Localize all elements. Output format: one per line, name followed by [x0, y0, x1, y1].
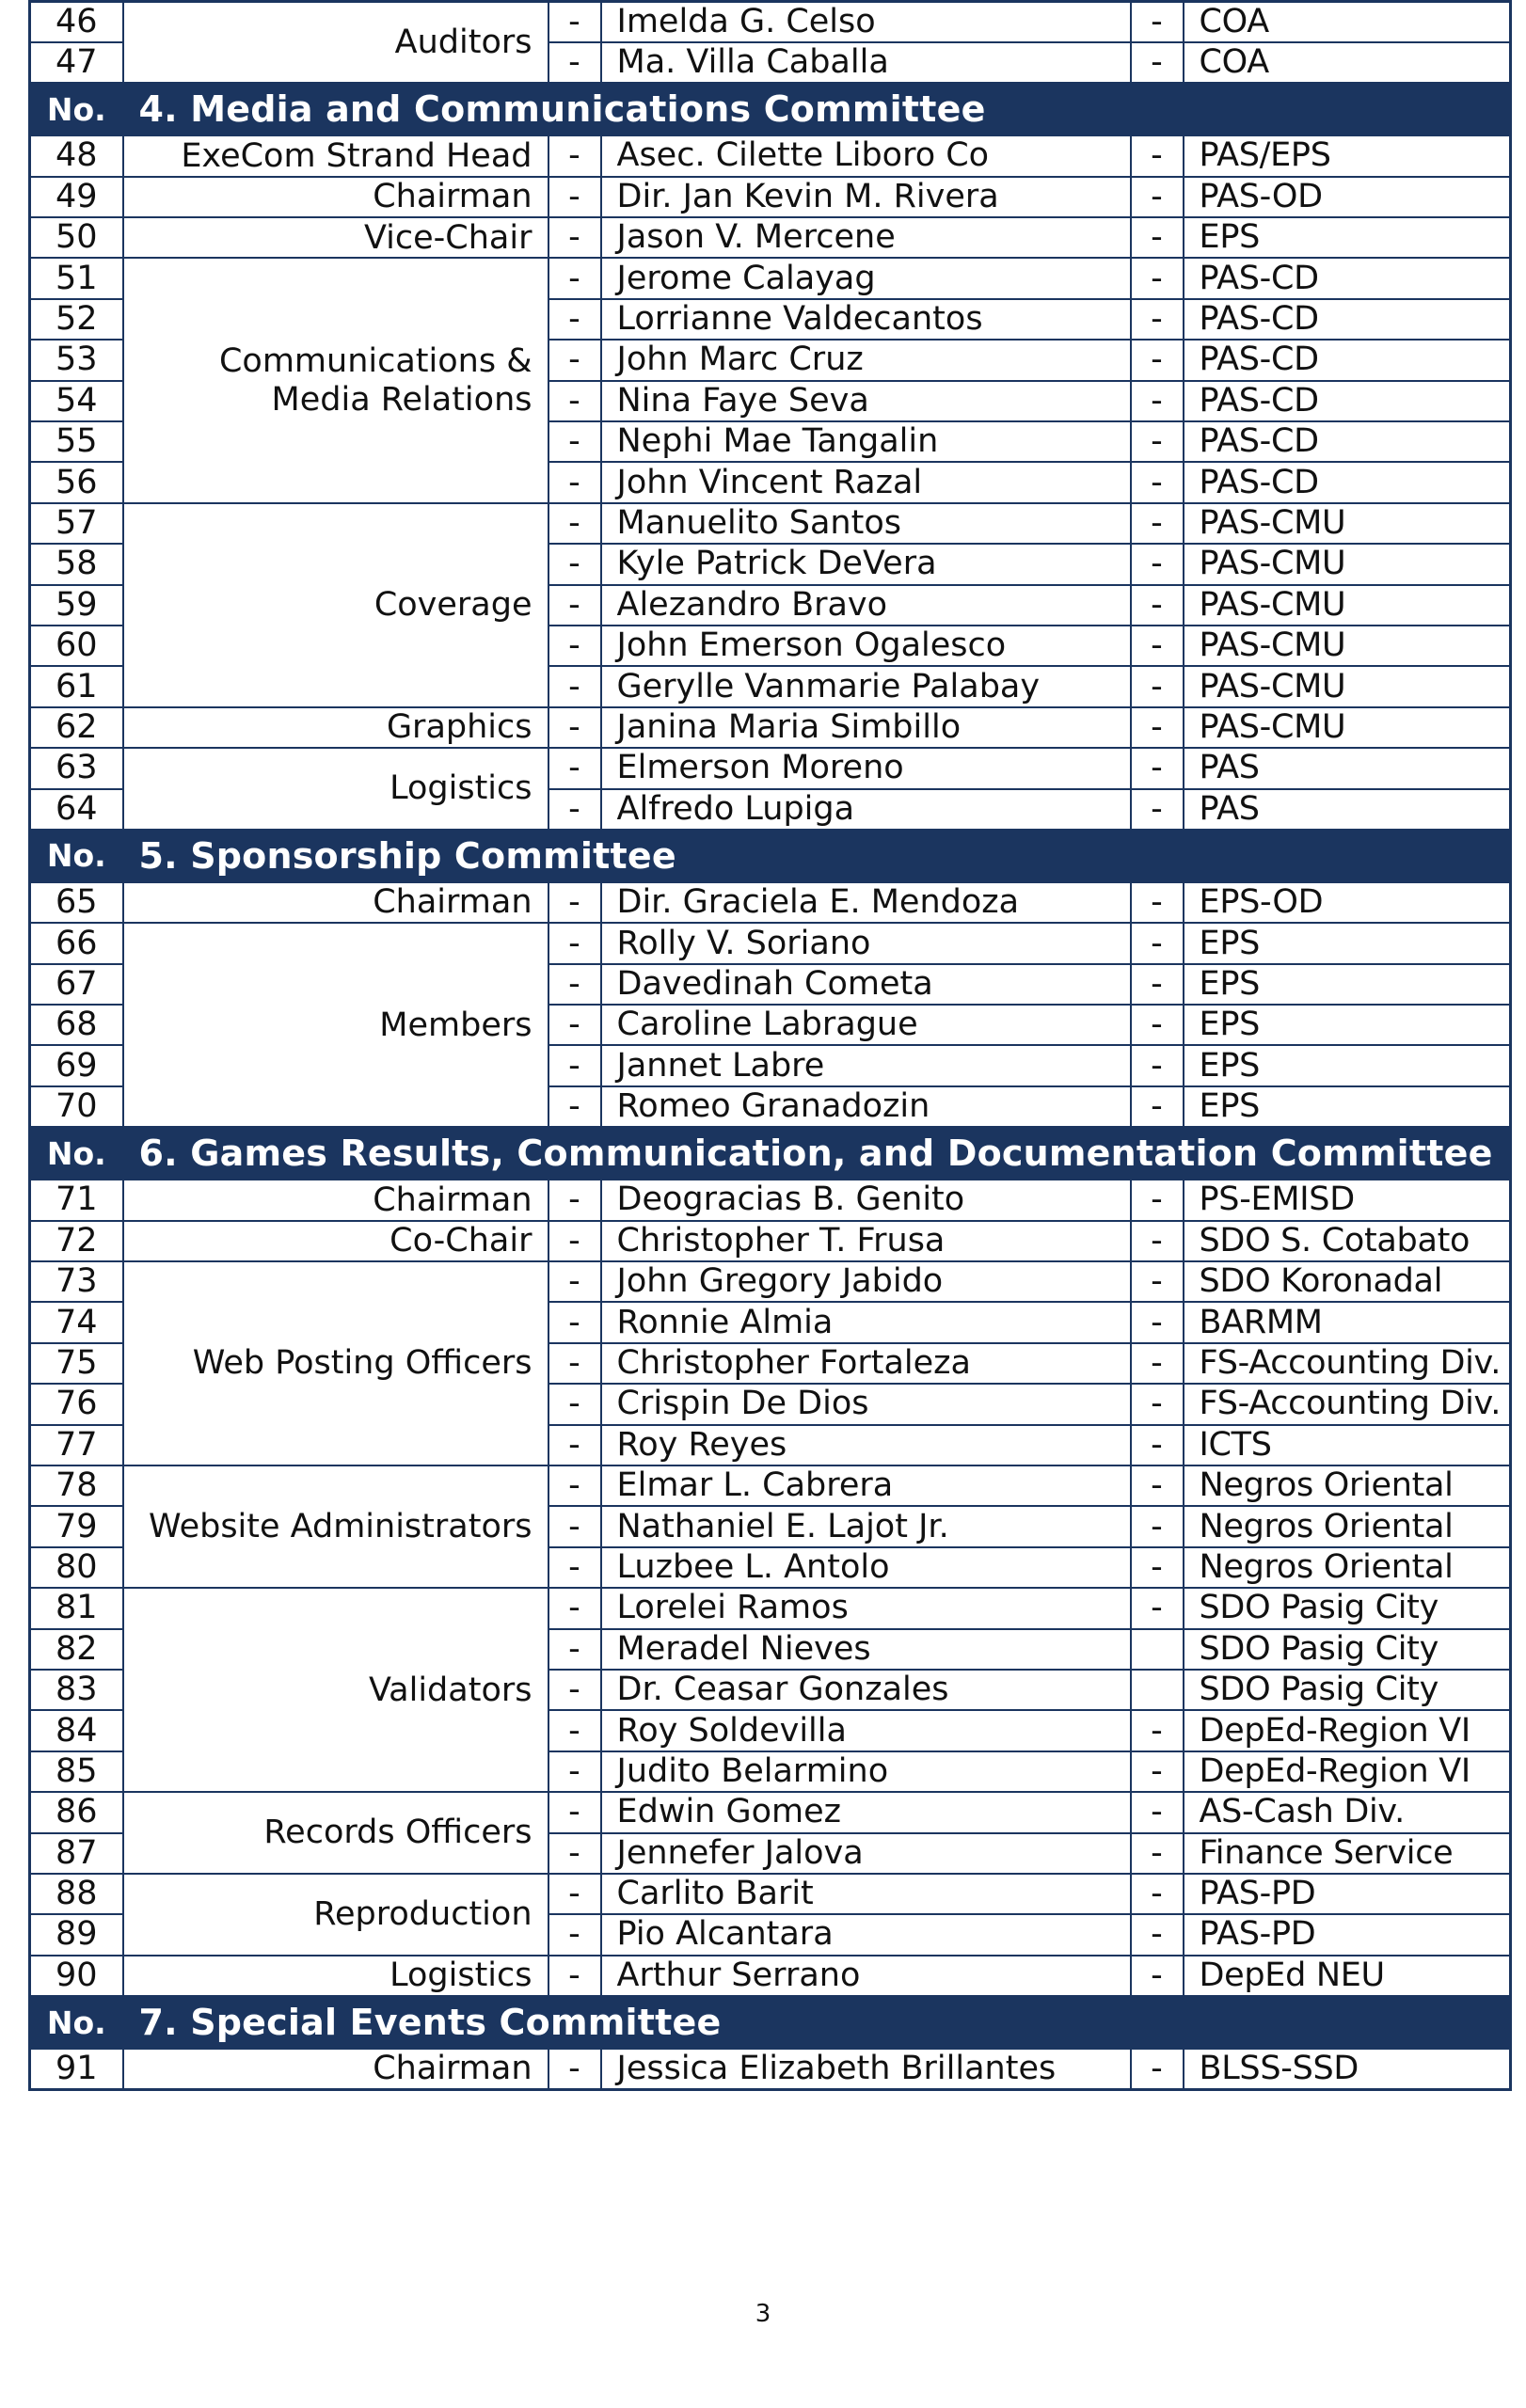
office-dash: - — [1131, 2049, 1184, 2089]
table-row — [30, 1956, 1511, 1996]
member-name: Lorrianne Valdecantos — [601, 299, 1131, 340]
member-name: Jerome Calayag — [601, 258, 1131, 298]
office-dash: - — [1131, 1261, 1184, 1302]
office-dash: - — [1131, 1086, 1184, 1127]
name-dash: - — [548, 503, 601, 544]
member-office: PAS-PD — [1184, 1874, 1511, 1914]
member-name: Kyle Patrick DeVera — [601, 544, 1131, 584]
member-name: Ronnie Almia — [601, 1302, 1131, 1342]
table-row — [30, 1874, 1511, 1914]
member-name: Meradel Nieves — [601, 1629, 1131, 1670]
member-name: John Marc Cruz — [601, 340, 1131, 380]
member-name: Nephi Mae Tangalin — [601, 421, 1131, 462]
member-office: COA — [1184, 42, 1511, 83]
member-name: Rolly V. Soriano — [601, 923, 1131, 963]
section-title: 7. Special Events Committee — [123, 1996, 1511, 2049]
member-name: Ma. Villa Caballa — [601, 42, 1131, 83]
table-row — [30, 923, 1511, 963]
row-number: 62 — [30, 707, 123, 748]
member-office: FS-Accounting Div. — [1184, 1343, 1511, 1384]
name-dash: - — [548, 177, 601, 217]
member-office: EPS — [1184, 923, 1511, 963]
member-name: John Emerson Ogalesco — [601, 626, 1131, 666]
member-office: PAS-CD — [1184, 381, 1511, 421]
member-office: FS-Accounting Div. — [1184, 1384, 1511, 1424]
member-office: PAS-CMU — [1184, 626, 1511, 666]
member-office: EPS — [1184, 1005, 1511, 1045]
name-dash: - — [548, 135, 601, 176]
table-row — [30, 217, 1511, 258]
table-row — [30, 1180, 1511, 1220]
office-dash: - — [1131, 2, 1184, 42]
section-no-label: No. — [30, 83, 123, 135]
member-office: PAS-CD — [1184, 421, 1511, 462]
name-dash: - — [548, 1261, 601, 1302]
row-number: 55 — [30, 421, 123, 462]
role-cell: Validators — [123, 1588, 548, 1792]
name-dash: - — [548, 1956, 601, 1996]
name-dash: - — [548, 1833, 601, 1874]
name-dash: - — [548, 1629, 601, 1670]
office-dash: - — [1131, 177, 1184, 217]
member-office: PAS-CMU — [1184, 585, 1511, 626]
row-number: 69 — [30, 1045, 123, 1085]
member-office: PAS-CD — [1184, 340, 1511, 380]
row-number: 64 — [30, 789, 123, 830]
role-cell: Co-Chair — [123, 1221, 548, 1261]
row-number: 60 — [30, 626, 123, 666]
office-dash: - — [1131, 666, 1184, 706]
row-number: 73 — [30, 1261, 123, 1302]
name-dash: - — [548, 1547, 601, 1588]
table-row — [30, 258, 1511, 298]
member-office: Negros Oriental — [1184, 1547, 1511, 1588]
office-dash — [1131, 1670, 1184, 1710]
name-dash: - — [548, 381, 601, 421]
member-office: EPS-OD — [1184, 882, 1511, 923]
row-number: 87 — [30, 1833, 123, 1874]
row-number: 89 — [30, 1914, 123, 1955]
office-dash: - — [1131, 462, 1184, 502]
table-row — [30, 748, 1511, 788]
office-dash — [1131, 1629, 1184, 1670]
role-cell: Communications & Media Relations — [123, 258, 548, 502]
name-dash: - — [548, 462, 601, 502]
member-name: John Vincent Razal — [601, 462, 1131, 502]
member-name: Caroline Labrague — [601, 1005, 1131, 1045]
office-dash: - — [1131, 1384, 1184, 1424]
member-office: PAS — [1184, 748, 1511, 788]
section-header — [30, 1127, 1511, 1180]
office-dash: - — [1131, 1914, 1184, 1955]
table-row — [30, 1588, 1511, 1628]
row-number: 51 — [30, 258, 123, 298]
member-office: DepEd NEU — [1184, 1956, 1511, 1996]
name-dash: - — [548, 882, 601, 923]
office-dash: - — [1131, 381, 1184, 421]
name-dash: - — [548, 1045, 601, 1085]
member-office: EPS — [1184, 1045, 1511, 1085]
name-dash: - — [548, 964, 601, 1005]
name-dash: - — [548, 666, 601, 706]
role-cell: Chairman — [123, 177, 548, 217]
member-office: SDO Pasig City — [1184, 1670, 1511, 1710]
member-name: Alfredo Lupiga — [601, 789, 1131, 830]
name-dash: - — [548, 1086, 601, 1127]
role-cell: Chairman — [123, 1180, 548, 1220]
row-number: 54 — [30, 381, 123, 421]
section-title: 5. Sponsorship Committee — [123, 830, 1511, 882]
row-number: 58 — [30, 544, 123, 584]
row-number: 91 — [30, 2049, 123, 2089]
member-office: DepEd-Region VI — [1184, 1751, 1511, 1792]
member-name: Luzbee L. Antolo — [601, 1547, 1131, 1588]
office-dash: - — [1131, 626, 1184, 666]
office-dash: - — [1131, 1005, 1184, 1045]
row-number: 49 — [30, 177, 123, 217]
office-dash: - — [1131, 135, 1184, 176]
name-dash: - — [548, 217, 601, 258]
row-number: 52 — [30, 299, 123, 340]
section-no-label: No. — [30, 1127, 123, 1180]
office-dash: - — [1131, 258, 1184, 298]
office-dash: - — [1131, 421, 1184, 462]
section-header — [30, 1996, 1511, 2049]
member-name: Carlito Barit — [601, 1874, 1131, 1914]
member-office: EPS — [1184, 964, 1511, 1005]
name-dash: - — [548, 1506, 601, 1546]
table-row — [30, 1465, 1511, 1506]
member-office: AS-Cash Div. — [1184, 1792, 1511, 1832]
row-number: 81 — [30, 1588, 123, 1628]
office-dash: - — [1131, 340, 1184, 380]
role-cell: ExeCom Strand Head — [123, 135, 548, 176]
member-office: SDO Koronadal — [1184, 1261, 1511, 1302]
page-number: 3 — [755, 2300, 771, 2328]
member-office: Negros Oriental — [1184, 1506, 1511, 1546]
member-office: PAS-CMU — [1184, 544, 1511, 584]
office-dash: - — [1131, 1302, 1184, 1342]
office-dash: - — [1131, 707, 1184, 748]
name-dash: - — [548, 707, 601, 748]
member-office: BARMM — [1184, 1302, 1511, 1342]
row-number: 80 — [30, 1547, 123, 1588]
row-number: 79 — [30, 1506, 123, 1546]
member-name: Jennefer Jalova — [601, 1833, 1131, 1874]
name-dash: - — [548, 1005, 601, 1045]
row-number: 47 — [30, 42, 123, 83]
row-number: 71 — [30, 1180, 123, 1220]
name-dash: - — [548, 299, 601, 340]
role-cell: Logistics — [123, 1956, 548, 1996]
office-dash: - — [1131, 42, 1184, 83]
row-number: 59 — [30, 585, 123, 626]
table-row — [30, 2049, 1511, 2089]
role-cell: Reproduction — [123, 1874, 548, 1956]
name-dash: - — [548, 42, 601, 83]
office-dash: - — [1131, 217, 1184, 258]
table-row — [30, 707, 1511, 748]
office-dash: - — [1131, 1506, 1184, 1546]
row-number: 68 — [30, 1005, 123, 1045]
member-name: Janina Maria Simbillo — [601, 707, 1131, 748]
role-cell: Auditors — [123, 2, 548, 84]
member-name: Dir. Jan Kevin M. Rivera — [601, 177, 1131, 217]
table-row — [30, 1792, 1511, 1832]
row-number: 65 — [30, 882, 123, 923]
office-dash: - — [1131, 923, 1184, 963]
row-number: 50 — [30, 217, 123, 258]
member-name: Dir. Graciela E. Mendoza — [601, 882, 1131, 923]
member-name: Elmerson Moreno — [601, 748, 1131, 788]
role-cell: Graphics — [123, 707, 548, 748]
office-dash: - — [1131, 882, 1184, 923]
row-number: 56 — [30, 462, 123, 502]
member-office: COA — [1184, 2, 1511, 42]
office-dash: - — [1131, 1792, 1184, 1832]
member-name: Lorelei Ramos — [601, 1588, 1131, 1628]
name-dash: - — [548, 1180, 601, 1220]
name-dash: - — [548, 1751, 601, 1792]
table-row — [30, 882, 1511, 923]
member-office: PAS-PD — [1184, 1914, 1511, 1955]
office-dash: - — [1131, 748, 1184, 788]
row-number: 63 — [30, 748, 123, 788]
row-number: 46 — [30, 2, 123, 42]
name-dash: - — [548, 1710, 601, 1751]
office-dash: - — [1131, 1710, 1184, 1751]
member-office: PAS-OD — [1184, 177, 1511, 217]
member-office: PAS-CMU — [1184, 503, 1511, 544]
member-name: Gerylle Vanmarie Palabay — [601, 666, 1131, 706]
committee-table-body — [30, 2, 1511, 2090]
section-header — [30, 83, 1511, 135]
name-dash: - — [548, 421, 601, 462]
name-dash: - — [548, 1588, 601, 1628]
name-dash: - — [548, 923, 601, 963]
member-office: Finance Service — [1184, 1833, 1511, 1874]
office-dash: - — [1131, 789, 1184, 830]
row-number: 78 — [30, 1465, 123, 1506]
name-dash: - — [548, 1792, 601, 1832]
member-name: Davedinah Cometa — [601, 964, 1131, 1005]
name-dash: - — [548, 340, 601, 380]
name-dash: - — [548, 1465, 601, 1506]
table-row — [30, 2, 1511, 42]
table-row — [30, 135, 1511, 176]
member-name: Nina Faye Seva — [601, 381, 1131, 421]
role-cell: Logistics — [123, 748, 548, 830]
role-cell: Website Administrators — [123, 1465, 548, 1588]
member-office: PAS/EPS — [1184, 135, 1511, 176]
office-dash: - — [1131, 1045, 1184, 1085]
section-header — [30, 830, 1511, 882]
row-number: 61 — [30, 666, 123, 706]
row-number: 83 — [30, 1670, 123, 1710]
member-office: DepEd-Region VI — [1184, 1710, 1511, 1751]
name-dash: - — [548, 1425, 601, 1465]
row-number: 66 — [30, 923, 123, 963]
member-name: Judito Belarmino — [601, 1751, 1131, 1792]
member-office: PAS — [1184, 789, 1511, 830]
office-dash: - — [1131, 544, 1184, 584]
role-cell: Chairman — [123, 882, 548, 923]
office-dash: - — [1131, 1221, 1184, 1261]
name-dash: - — [548, 2, 601, 42]
member-name: Romeo Granadozin — [601, 1086, 1131, 1127]
member-name: Roy Soldevilla — [601, 1710, 1131, 1751]
row-number: 57 — [30, 503, 123, 544]
member-office: SDO Pasig City — [1184, 1629, 1511, 1670]
office-dash: - — [1131, 1180, 1184, 1220]
member-name: Jessica Elizabeth Brillantes — [601, 2049, 1131, 2089]
row-number: 72 — [30, 1221, 123, 1261]
role-cell: Members — [123, 923, 548, 1127]
member-office: BLSS-SSD — [1184, 2049, 1511, 2089]
member-name: Edwin Gomez — [601, 1792, 1131, 1832]
member-name: Elmar L. Cabrera — [601, 1465, 1131, 1506]
row-number: 88 — [30, 1874, 123, 1914]
name-dash: - — [548, 789, 601, 830]
office-dash: - — [1131, 1833, 1184, 1874]
member-name: Arthur Serrano — [601, 1956, 1131, 1996]
row-number: 53 — [30, 340, 123, 380]
role-cell: Chairman — [123, 2049, 548, 2089]
member-office: SDO S. Cotabato — [1184, 1221, 1511, 1261]
role-cell: Records Officers — [123, 1792, 548, 1874]
section-title: 6. Games Results, Communication, and Documentation Committee — [123, 1127, 1511, 1180]
office-dash: - — [1131, 503, 1184, 544]
member-office: PAS-CMU — [1184, 707, 1511, 748]
member-office: EPS — [1184, 1086, 1511, 1127]
table-row — [30, 177, 1511, 217]
member-name: Christopher T. Frusa — [601, 1221, 1131, 1261]
name-dash: - — [548, 1914, 601, 1955]
row-number: 86 — [30, 1792, 123, 1832]
member-name: Jannet Labre — [601, 1045, 1131, 1085]
member-office: PAS-CD — [1184, 258, 1511, 298]
member-name: Pio Alcantara — [601, 1914, 1131, 1955]
row-number: 48 — [30, 135, 123, 176]
name-dash: - — [548, 1670, 601, 1710]
office-dash: - — [1131, 1465, 1184, 1506]
role-cell: Vice-Chair — [123, 217, 548, 258]
office-dash: - — [1131, 1956, 1184, 1996]
member-name: Crispin De Dios — [601, 1384, 1131, 1424]
member-office: PAS-CD — [1184, 462, 1511, 502]
member-name: Nathaniel E. Lajot Jr. — [601, 1506, 1131, 1546]
office-dash: - — [1131, 1547, 1184, 1588]
name-dash: - — [548, 1221, 601, 1261]
row-number: 84 — [30, 1710, 123, 1751]
member-name: Dr. Ceasar Gonzales — [601, 1670, 1131, 1710]
name-dash: - — [548, 585, 601, 626]
office-dash: - — [1131, 1874, 1184, 1914]
office-dash: - — [1131, 585, 1184, 626]
name-dash: - — [548, 544, 601, 584]
member-name: Manuelito Santos — [601, 503, 1131, 544]
row-number: 85 — [30, 1751, 123, 1792]
member-name: Imelda G. Celso — [601, 2, 1131, 42]
table-row — [30, 1261, 1511, 1302]
member-name: Alezandro Bravo — [601, 585, 1131, 626]
section-title: 4. Media and Communications Committee — [123, 83, 1511, 135]
name-dash: - — [548, 1343, 601, 1384]
member-name: Christopher Fortaleza — [601, 1343, 1131, 1384]
row-number: 74 — [30, 1302, 123, 1342]
member-name: Asec. Cilette Liboro Co — [601, 135, 1131, 176]
table-row — [30, 1221, 1511, 1261]
name-dash: - — [548, 1874, 601, 1914]
name-dash: - — [548, 1302, 601, 1342]
row-number: 76 — [30, 1384, 123, 1424]
office-dash: - — [1131, 964, 1184, 1005]
member-name: Roy Reyes — [601, 1425, 1131, 1465]
member-office: PS-EMISD — [1184, 1180, 1511, 1220]
member-office: Negros Oriental — [1184, 1465, 1511, 1506]
row-number: 75 — [30, 1343, 123, 1384]
row-number: 67 — [30, 964, 123, 1005]
member-office: PAS-CD — [1184, 299, 1511, 340]
member-name: Jason V. Mercene — [601, 217, 1131, 258]
name-dash: - — [548, 626, 601, 666]
table-row — [30, 503, 1511, 544]
section-no-label: No. — [30, 1996, 123, 2049]
office-dash: - — [1131, 299, 1184, 340]
row-number: 82 — [30, 1629, 123, 1670]
name-dash: - — [548, 748, 601, 788]
office-dash: - — [1131, 1343, 1184, 1384]
office-dash: - — [1131, 1588, 1184, 1628]
member-name: John Gregory Jabido — [601, 1261, 1131, 1302]
row-number: 77 — [30, 1425, 123, 1465]
row-number: 90 — [30, 1956, 123, 1996]
member-office: SDO Pasig City — [1184, 1588, 1511, 1628]
name-dash: - — [548, 258, 601, 298]
member-office: PAS-CMU — [1184, 666, 1511, 706]
name-dash: - — [548, 2049, 601, 2089]
role-cell: Web Posting Officers — [123, 1261, 548, 1465]
section-no-label: No. — [30, 830, 123, 882]
name-dash: - — [548, 1384, 601, 1424]
office-dash: - — [1131, 1425, 1184, 1465]
member-office: ICTS — [1184, 1425, 1511, 1465]
row-number: 70 — [30, 1086, 123, 1127]
member-office: EPS — [1184, 217, 1511, 258]
member-name: Deogracias B. Genito — [601, 1180, 1131, 1220]
office-dash: - — [1131, 1751, 1184, 1792]
role-cell: Coverage — [123, 503, 548, 707]
committee-table — [28, 0, 1512, 2091]
